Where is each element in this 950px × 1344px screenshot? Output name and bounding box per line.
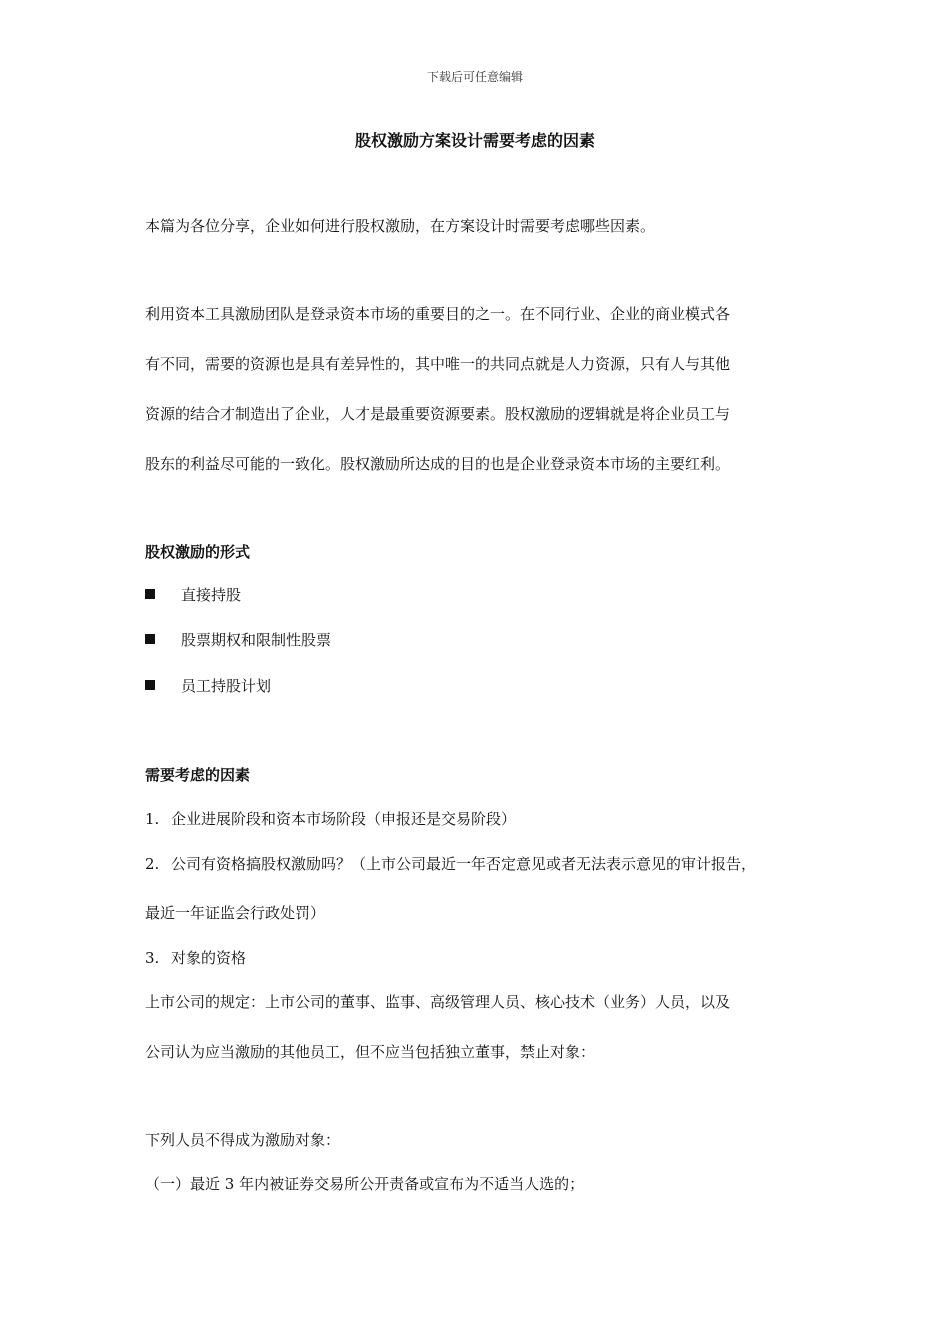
factor-item-1 <box>145 809 516 829</box>
rules-line2: 公司认为应当激励的其他员工，但不应当包括独立董事，禁止对象： <box>145 1043 596 1061</box>
square-bullet-icon <box>145 634 155 644</box>
forms-item-label: 员工持股计划 <box>181 677 272 695</box>
forms-heading: 股权激励的形式 <box>145 543 251 561</box>
square-bullet-icon <box>145 589 155 599</box>
factor-item-2-continued: 最近一年证监会行政处罚） <box>145 904 326 922</box>
excluded-intro: 下列人员不得成为激励对象： <box>145 1131 341 1149</box>
paragraph1-line2: 有不同，需要的资源也是具有差异性的，其中唯一的共同点就是人力资源，只有人与其他 <box>145 355 731 373</box>
document-title: 股权激励方案设计需要考虑的因素 <box>354 131 595 150</box>
rules-line1: 上市公司的规定：上市公司的董事、监事、高级管理人员、核心技术（业务）人员，以及 <box>145 993 731 1011</box>
intro-paragraph: 本篇为各位分享，企业如何进行股权激励，在方案设计时需要考虑哪些因素。 <box>145 217 656 235</box>
forms-item-label: 股票期权和限制性股票 <box>181 631 332 649</box>
factor-item-2 <box>145 854 756 874</box>
forms-list-item <box>145 585 241 605</box>
square-bullet-icon <box>145 680 155 690</box>
factors-heading: 需要考虑的因素 <box>145 766 251 784</box>
forms-list-item <box>145 630 331 650</box>
excluded-item-1: （一）最近 3 年内被证券交易所公开责备或宣布为不适当人选的； <box>145 1175 585 1193</box>
paragraph1-line3: 资源的结合才制造出了企业，人才是最重要资源要素。股权激励的逻辑就是将企业员工与 <box>145 405 731 423</box>
factor-text: 公司有资格搞股权激励吗？（上市公司最近一年否定意见或者无法表示意见的审计报告， <box>171 855 757 873</box>
header-note: 下载后可任意编辑 <box>426 70 523 84</box>
factor-number: 2. <box>145 855 160 873</box>
forms-item-label: 直接持股 <box>181 586 242 604</box>
forms-list-item <box>145 676 271 696</box>
factor-text: 企业进展阶段和资本市场阶段（申报还是交易阶段） <box>171 810 517 828</box>
paragraph1-line1: 利用资本工具激励团队是登录资本市场的重要目的之一。在不同行业、企业的商业模式各 <box>145 305 731 323</box>
factor-number: 1. <box>145 810 160 828</box>
factor-number: 3. <box>145 949 160 967</box>
paragraph1-line4: 股东的利益尽可能的一致化。股权激励所达成的目的也是企业登录资本市场的主要红利。 <box>145 455 731 473</box>
factor-item-3 <box>145 948 246 968</box>
factor-text: 对象的资格 <box>171 949 247 967</box>
